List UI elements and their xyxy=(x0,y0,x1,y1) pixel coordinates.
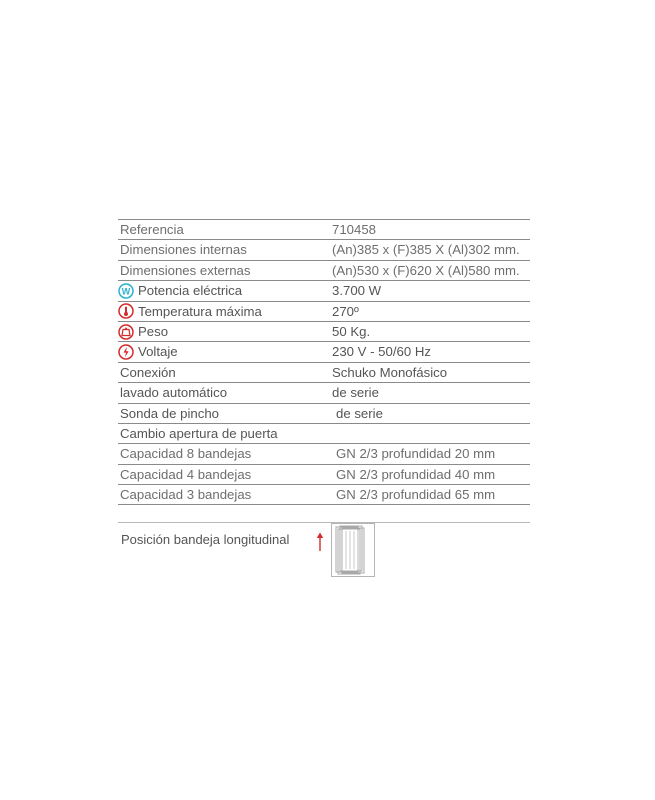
spec-row-capacidad-3 xyxy=(118,485,530,505)
tray-position-label: Posición bandeja longitudinal xyxy=(121,532,290,547)
spec-value: 270º xyxy=(332,303,359,319)
spec-label: Voltaje xyxy=(138,344,178,360)
spec-row-cambio-apertura xyxy=(118,424,530,444)
spec-value: GN 2/3 profundidad 40 mm xyxy=(336,466,496,482)
spec-label: Dimensiones externas xyxy=(120,262,251,278)
spec-row-capacidad-4 xyxy=(118,465,530,485)
thermometer-icon xyxy=(118,303,134,319)
spec-label: Capacidad 4 bandejas xyxy=(120,466,252,482)
spec-label: Capacidad 8 bandejas xyxy=(120,446,252,462)
spec-label-wrap xyxy=(118,322,168,341)
spec-value: GN 2/3 profundidad 65 mm xyxy=(336,487,496,503)
spec-value: GN 2/3 profundidad 20 mm xyxy=(336,446,496,462)
spec-label: Referencia xyxy=(120,222,184,237)
power-w-icon xyxy=(118,283,134,299)
spec-row-voltaje xyxy=(118,342,530,362)
weight-icon xyxy=(118,324,134,340)
spec-label: Capacidad 3 bandejas xyxy=(120,487,252,503)
spec-value: Schuko Monofásico xyxy=(332,364,448,380)
spec-row-lavado xyxy=(118,383,530,403)
spec-label: Conexión xyxy=(120,364,176,380)
spec-label-wrap xyxy=(118,281,242,300)
spec-label-wrap xyxy=(118,302,262,321)
spec-label: lavado automático xyxy=(120,385,228,401)
spec-value: 710458 xyxy=(332,222,377,237)
spec-value: (An)385 x (F)385 X (Al)302 mm. xyxy=(332,242,520,258)
spec-label: Dimensiones internas xyxy=(120,242,247,258)
spec-row-sonda xyxy=(118,404,530,424)
spec-row-potencia xyxy=(118,281,530,301)
tray-position-block xyxy=(118,522,530,577)
spec-label: Peso xyxy=(138,323,169,339)
spec-label: Potencia eléctrica xyxy=(138,283,243,299)
spec-row-temperatura xyxy=(118,302,530,322)
spec-row-referencia xyxy=(118,220,530,240)
spec-label: Cambio apertura de puerta xyxy=(120,425,278,441)
spec-label: Temperatura máxima xyxy=(138,303,262,319)
tray-longitudinal-icon xyxy=(316,523,378,577)
spec-row-dimensiones-internas xyxy=(118,240,530,260)
voltage-bolt-icon xyxy=(118,344,134,360)
spec-label-wrap xyxy=(118,342,178,361)
spec-row-capacidad-8 xyxy=(118,444,530,464)
spec-row-conexion xyxy=(118,363,530,383)
spec-value: (An)530 x (F)620 X (Al)580 mm. xyxy=(332,262,520,278)
svg-text:W: W xyxy=(121,286,131,297)
spec-value: 230 V - 50/60 Hz xyxy=(332,344,431,360)
spec-value: 3.700 W xyxy=(332,283,382,299)
spec-table xyxy=(118,219,530,505)
spec-row-peso xyxy=(118,322,530,342)
spec-label: Sonda de pincho xyxy=(120,405,219,421)
spec-value: 50 Kg. xyxy=(332,323,371,339)
spec-value: de serie xyxy=(332,385,379,401)
spec-value: de serie xyxy=(336,405,383,421)
spec-row-dimensiones-externas xyxy=(118,261,530,281)
